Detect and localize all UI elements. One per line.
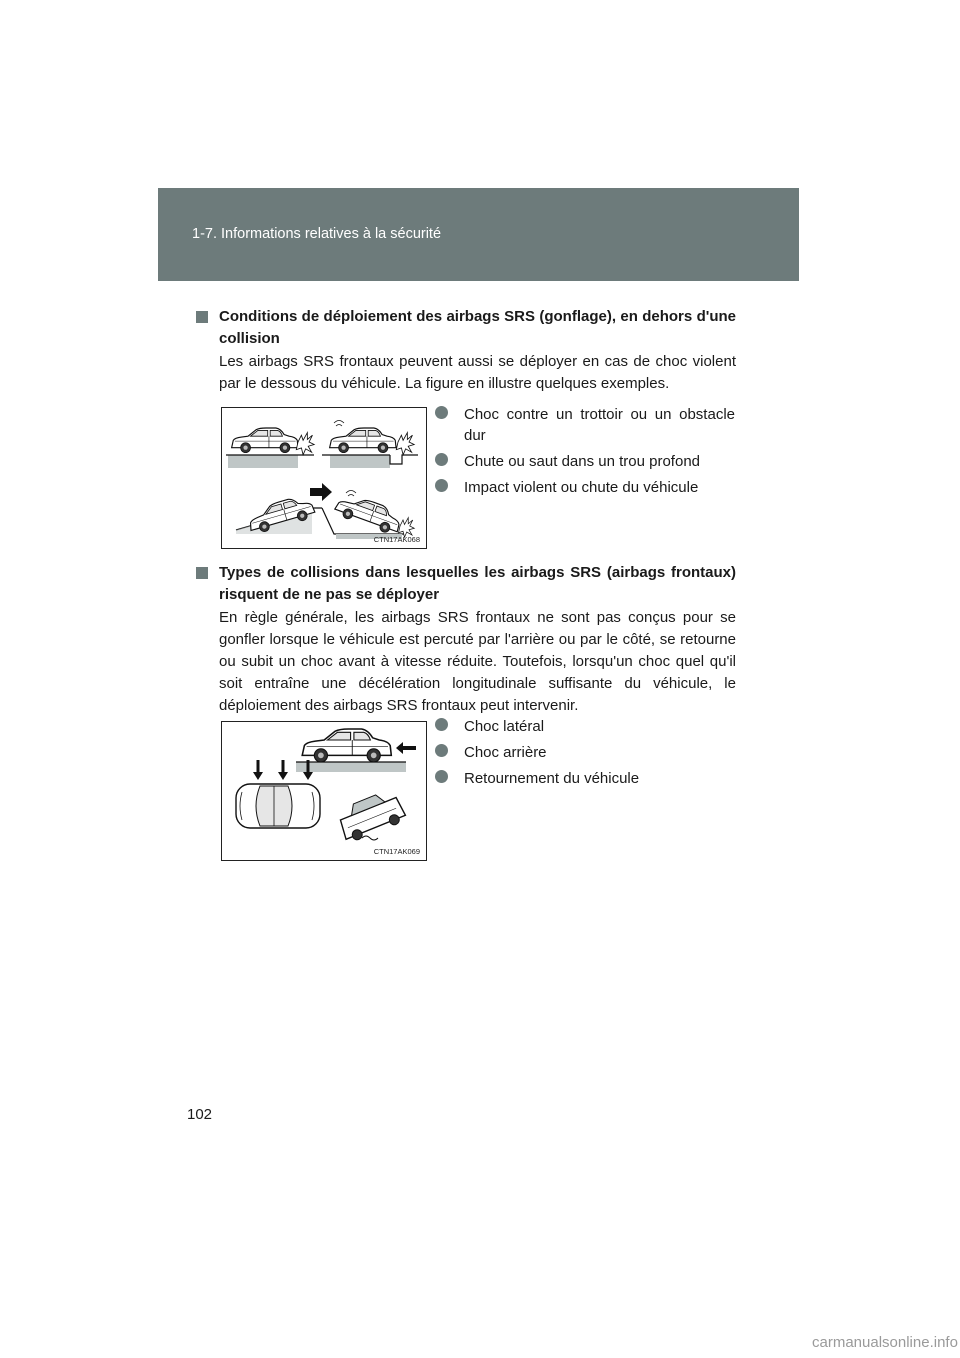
bullet-dot-icon [435, 770, 448, 783]
section-2-body: En règle générale, les airbags SRS frontaux ne sont pas conçus pour se gonfler lorsque le véhicule est percuté par l'arrière ou par le côté, se retourne ou subit un choc avant à vitesse réduite. Toutefois, lorsqu'un choc quel qu'il soit entraîne une décélération longitudinale suffisante du véhicule, le déploiement des airbags SRS frontaux peut intervenir. [219, 609, 736, 714]
chapter-section-label: 1-7. Informations relatives à la sécurité [192, 226, 442, 242]
bullet-item: Chute ou saut dans un trou profond [435, 451, 735, 472]
bullet-item: Retournement du véhicule [435, 768, 735, 789]
top-view-car [236, 784, 320, 828]
bullet-dot-icon [435, 406, 448, 419]
bullet-dot-icon [435, 479, 448, 492]
bullet-dot-icon [435, 718, 448, 731]
figure-code: CTN17AK069 [373, 847, 420, 856]
section-1-body: Les airbags SRS frontaux peuvent aussi se déployer en cas de choc violent par le dessous du véhicule. La figure en illustre quelques exemples. [219, 353, 736, 392]
figure-deployment-examples [221, 407, 427, 549]
illustration-deployment [222, 408, 426, 548]
bullet-item: Impact violent ou chute du véhicule [435, 477, 735, 498]
site-watermark: carmanualsonline.info [812, 1334, 958, 1351]
bullet-item: Choc contre un trottoir ou un obstacle dur [435, 404, 735, 446]
section-1-title: Conditions de déploiement des airbags SRS (gonflage), en dehors d'une collision [204, 306, 736, 350]
illustration-non-deployment [222, 722, 426, 860]
section-square-icon [196, 567, 208, 579]
bullet-item: Choc arrière [435, 742, 735, 763]
overturned-car [335, 787, 407, 843]
section-1-bullets [435, 404, 735, 503]
bullet-dot-icon [435, 453, 448, 466]
chapter-header-band [158, 188, 799, 281]
section-square-icon [196, 311, 208, 323]
figure-non-deployment-collisions [221, 721, 427, 861]
section-2-title: Types de collisions dans lesquelles les airbags SRS (airbags frontaux) risquent de ne pas se déployer [204, 562, 736, 606]
figure-code: CTN17AK068 [373, 535, 420, 544]
bullet-item: Choc latéral [435, 716, 735, 737]
section-2-bullets [435, 716, 735, 794]
bullet-dot-icon [435, 744, 448, 757]
page-number: 102 [187, 1106, 213, 1123]
